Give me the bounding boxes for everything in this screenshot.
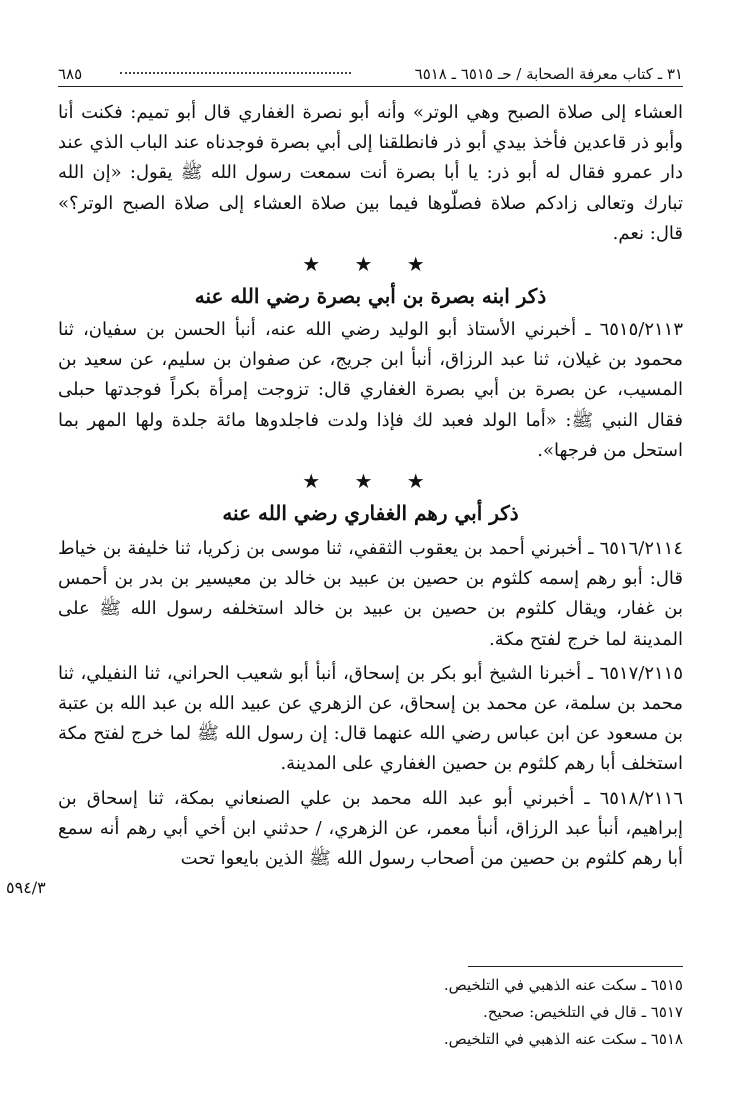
hadith-6518: ٦٥١٨/٢١١٦ ـ أخبرني أبو عبد الله محمد بن علي الصنعاني بمكة، ثنا إسحاق بن إبراهيم، أنبأ عبد الرزاق، أنبأ معمر، عن الزهري، / حدثني ابن أخي أبي رهم أنه سمع أبا رهم كلثوم بن حصين من أصحاب رسول الله ﷺ الذين بايعوا تحت <box>58 787 683 870</box>
section-divider-stars: ★ ★ ★ <box>302 469 439 494</box>
footnote: ٦٥١٨ ـ سكت عنه الذهبي في التلخيص. <box>443 1030 683 1048</box>
section-divider-stars: ★ ★ ★ <box>302 252 439 277</box>
footnote: ٦٥١٥ ـ سكت عنه الذهبي في التلخيص. <box>443 976 683 994</box>
hadith-6517: ٦٥١٧/٢١١٥ ـ أخبرنا الشيخ أبو بكر بن إسحاق، أنبأ أبو شعيب الحراني، ثنا النفيلي، ثنا محمد بن سلمة، عن محمد بن إسحاق، عن الزهري عن عبيد الله بن عبد الله بن عتبة بن مسعود عن ابن عباس رضي الله عنهما قال: إن رسول الله ﷺ لما خرج لفتح مكة استخلف أبا رهم كلثوم بن حصين الغفاري على المدينة. <box>58 662 683 775</box>
footnote-separator <box>468 966 683 967</box>
margin-volume-reference: ٥٩٤/٣ <box>6 878 46 897</box>
running-title: ٣١ ـ كتاب معرفة الصحابة / حـ ٦٥١٥ ـ ٦٥١٨ <box>414 65 683 83</box>
header-dot-leader <box>120 72 351 74</box>
footnotes <box>58 972 683 1053</box>
main-text <box>58 98 683 874</box>
section-heading: ذكر أبي رهم الغفاري رضي الله عنه <box>222 501 519 526</box>
page-number: ٦٨٥ <box>58 65 83 83</box>
section-heading: ذكر ابنه بصرة بن أبي بصرة رضي الله عنه <box>194 284 547 309</box>
running-header <box>58 62 683 87</box>
intro-paragraph: العشاء إلى صلاة الصبح وهي الوتر» وأنه أبو نصرة الغفاري قال أبو تميم: فكنت أنا وأبو ذر قاعدين فأخذ بيدي أبو ذر فانطلقنا إلى أبي بصرة فوجدناه عند الباب الذي عند دار عمرو فقال له أبو ذر: يا أبا بصرة أنت سمعت رسول الله ﷺ يقول: «إن الله تبارك وتعالى زادكم صلاة فصلّوها فيما بين صلاة العشاء إلى صلاة الصبح الوتر؟» قال: نعم. <box>58 102 683 244</box>
hadith-6516: ٦٥١٦/٢١١٤ ـ أخبرني أحمد بن يعقوب الثقفي، ثنا موسى بن زكريا، ثنا خليفة بن خياط قال: أبو رهم إسمه كلثوم بن حصين بن عبيد بن خالد بن معيسير بن بدر بن أحمس بن غفار، ويقال كلثوم بن حصين بن عبيد بن خالد استخلفه رسول الله ﷺ على المدينة لما خرج لفتح مكة. <box>58 538 683 650</box>
hadith-6515: ٦٥١٥/٢١١٣ ـ أخبرني الأستاذ أبو الوليد رضي الله عنه، أنبأ الحسن بن سفيان، ثنا محمود بن غيلان، ثنا عبد الرزاق، أنبأ ابن جريج، عن صفوان بن سليم، عن سعيد بن المسيب، عن بصرة بن أبي بصرة الغفاري قال: تزوجت إمرأة بكراً فوجدتها حبلى فقال النبي ﷺ: «أما الولد فعبد لك فإذا ولدت فاجلدوها مائة جلدة ولها المهر بما استحل من فرجها». <box>58 319 683 461</box>
footnote: ٦٥١٧ ـ قال في التلخيص: صحيح. <box>482 1003 683 1021</box>
